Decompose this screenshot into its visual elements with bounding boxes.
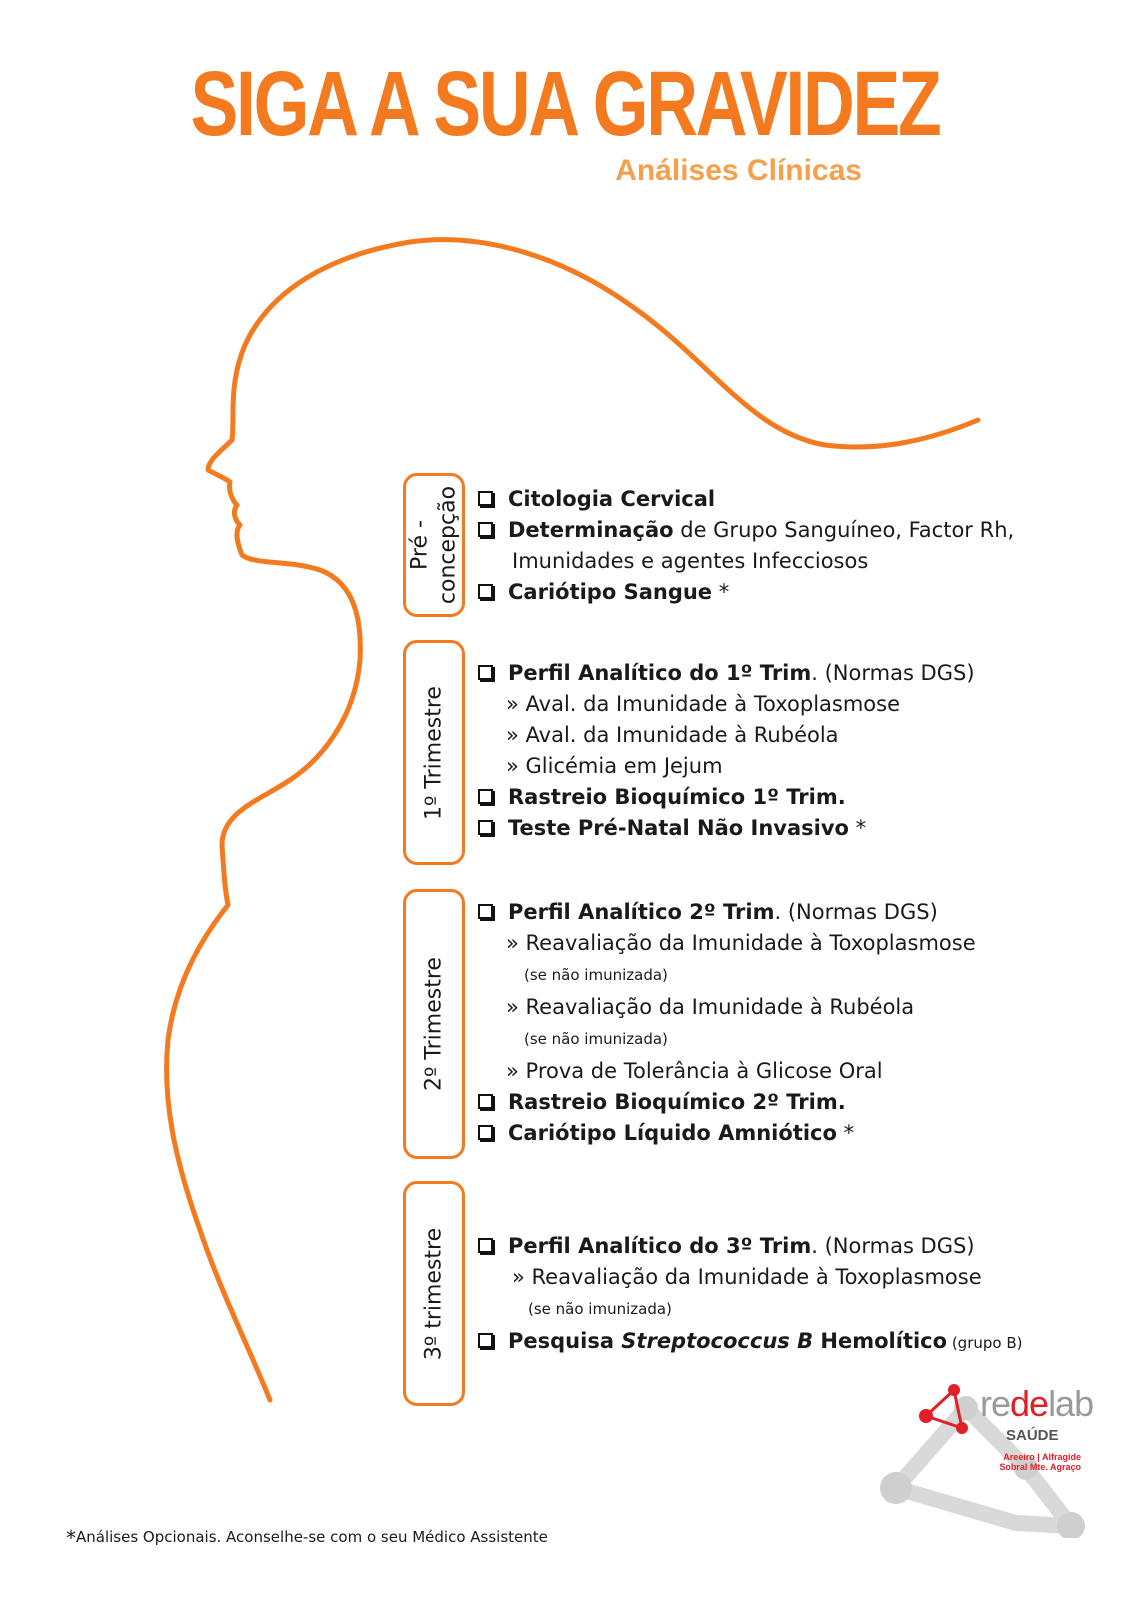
- checkbox-icon: [478, 522, 493, 537]
- stage-label-line2: concepção: [435, 485, 460, 605]
- checklist-item-continuation: Imunidades e agentes Infecciosos: [512, 549, 869, 573]
- redelab-logo-wordmark: redelab: [980, 1383, 1094, 1424]
- checklist-subitem: » Aval. da Imunidade à Toxoplasmose: [506, 692, 901, 716]
- checklist-trimester-3: [478, 1231, 1023, 1359]
- footnote: *Análises Opcionais. Aconselhe-se com o seu Médico Assistente: [66, 1526, 548, 1550]
- checklist-item: Rastreio Bioquímico 2º Trim.: [478, 1087, 976, 1118]
- checklist-trimester-2: [478, 897, 976, 1149]
- stage-label-preconception: [407, 486, 462, 604]
- stage-label-trimester-3: 3º trimestre: [421, 1227, 447, 1360]
- stage-box-trimester-2: [403, 889, 465, 1159]
- checklist-note: (se não imunizada): [524, 1030, 668, 1048]
- checklist-note: (se não imunizada): [524, 966, 668, 984]
- checklist-preconception: [478, 484, 1014, 608]
- checklist-subitem: » Glicémia em Jejum: [506, 754, 723, 778]
- checkbox-icon: [478, 1094, 493, 1109]
- checklist-item: Cariótipo Sangue *: [478, 577, 1014, 608]
- stage-box-preconception: [403, 473, 465, 617]
- checklist-subitem: » Aval. da Imunidade à Rubéola: [506, 723, 839, 747]
- checklist-item: Cariótipo Líquido Amniótico *: [478, 1118, 976, 1149]
- stage-box-trimester-3: [403, 1181, 465, 1406]
- checkbox-icon: [478, 491, 493, 506]
- checklist-subitem: » Reavaliação da Imunidade à Rubéola: [506, 995, 915, 1019]
- stage-box-trimester-1: [403, 640, 465, 865]
- checklist-subitem: » Reavaliação da Imunidade à Toxoplasmose: [512, 1265, 982, 1289]
- checkbox-icon: [478, 1238, 493, 1253]
- checklist-item: Pesquisa Streptococcus B Hemolítico (grupo B): [478, 1326, 1023, 1359]
- checklist-item: Citologia Cervical: [478, 484, 1014, 515]
- checklist-note: (se não imunizada): [528, 1300, 672, 1318]
- checklist-subitem: » Prova de Tolerância à Glicose Oral: [506, 1059, 883, 1083]
- page-subtitle: Análises Clínicas: [615, 154, 862, 187]
- redelab-logo-mark: [866, 1348, 1106, 1538]
- stage-label-trimester-2: 2º Trimestre: [421, 957, 447, 1091]
- checklist-item: Perfil Analítico 2º Trim. (Normas DGS): [478, 897, 976, 928]
- checkbox-icon: [478, 1125, 493, 1140]
- checklist-subitem: » Reavaliação da Imunidade à Toxoplasmose: [506, 931, 976, 955]
- checkbox-icon: [478, 584, 493, 599]
- checklist-item: Teste Pré-Natal Não Invasivo *: [478, 813, 975, 844]
- checklist-item: Perfil Analítico do 3º Trim. (Normas DGS): [478, 1231, 1023, 1262]
- checkbox-icon: [478, 665, 493, 680]
- stage-label-trimester-1: 1º Trimestre: [421, 685, 447, 820]
- checklist-item: Perfil Analítico do 1º Trim. (Normas DGS): [478, 658, 975, 689]
- checklist-trimester-1: [478, 658, 975, 844]
- checkbox-icon: [478, 789, 493, 804]
- checkbox-icon: [478, 904, 493, 919]
- page-title: SIGA A SUA GRAVIDEZ: [190, 53, 940, 155]
- checkbox-icon: [478, 1333, 493, 1348]
- logo-locations: Areeiro | Alfragide Sobral Mte. Agraço: [999, 1452, 1081, 1473]
- checkbox-icon: [478, 820, 493, 835]
- stage-label-line1: Pré -: [407, 520, 433, 570]
- checklist-item: Rastreio Bioquímico 1º Trim.: [478, 782, 975, 813]
- logo-saude-label: SAÚDE: [1006, 1427, 1059, 1444]
- checklist-item: Determinação de Grupo Sanguíneo, Factor Rh,: [478, 515, 1014, 546]
